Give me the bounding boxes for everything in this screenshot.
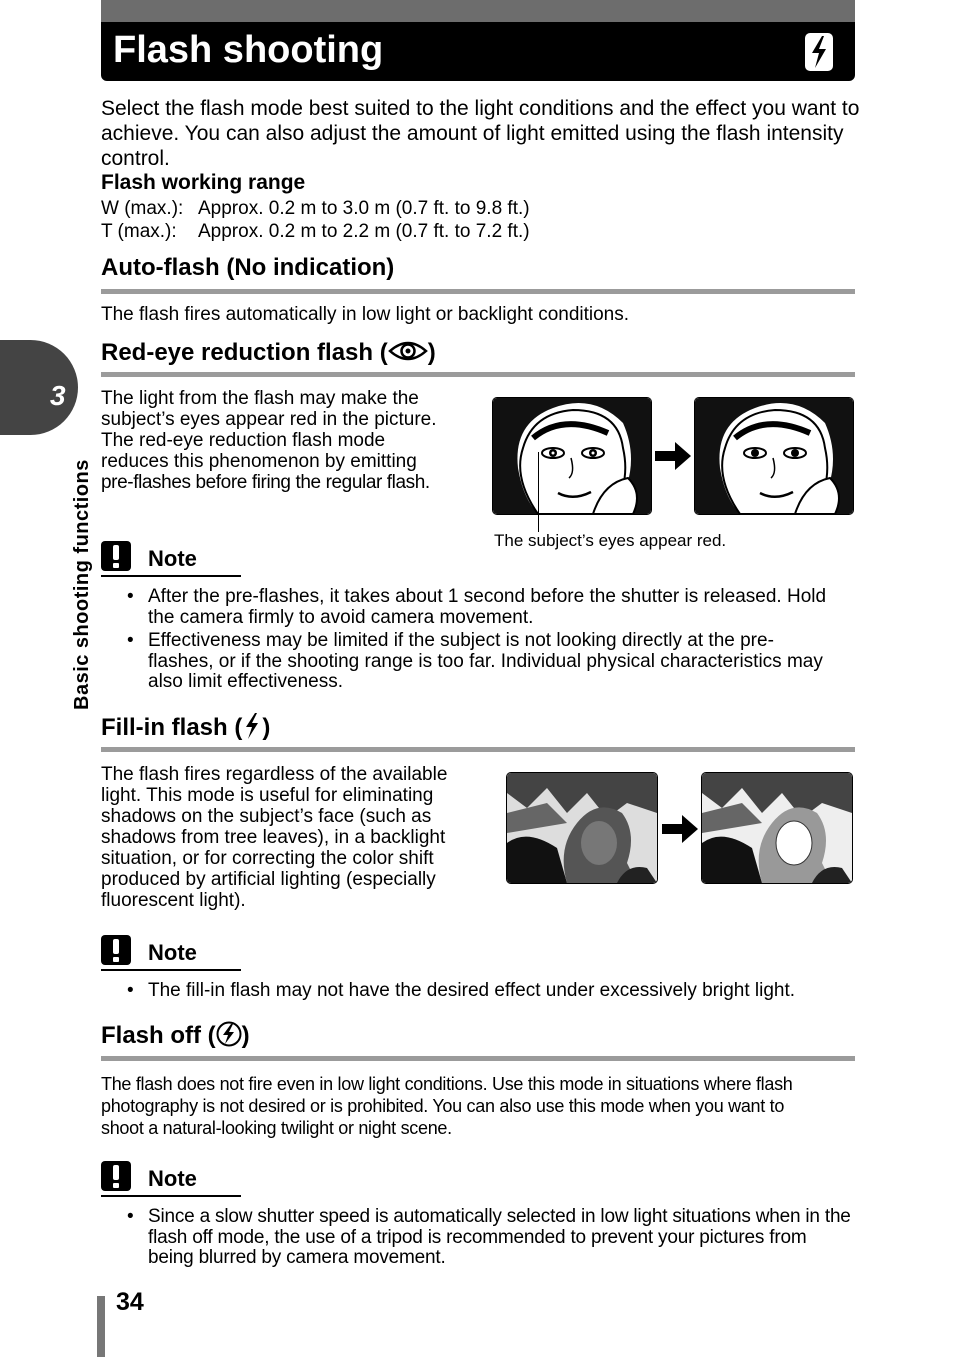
arrow-right-icon (662, 815, 698, 843)
fill-in-photo-after (701, 772, 853, 884)
bullet-dot: • (127, 980, 134, 1001)
page-title: Flash shooting (113, 29, 384, 71)
bullet-text: Since a slow shutter speed is automatically selected in low light situations when in the flash off mode, the use of a tripod is recommended to prevent your pictures from being blurred by camera movement. (148, 1206, 851, 1268)
text-line: reduces this phenomenon by emitting (101, 451, 417, 472)
range-label: T (max.): (101, 221, 177, 242)
bullet-text: After the pre-flashes, it takes about 1 second before the shutter is released. Hold the camera firmly to avoid camera movement. (148, 586, 827, 628)
note-label: Note (148, 546, 197, 571)
section-rule (101, 1056, 855, 1061)
text-line: The flash does not fire even in low light conditions. Use this mode in situations where flash (101, 1074, 793, 1094)
section-rule (101, 372, 855, 377)
heading-text: Red-eye reduction flash ( (101, 339, 388, 366)
red-eye-text (101, 388, 481, 493)
red-eye-heading (101, 338, 436, 367)
red-eye-caption: The subject’s eyes appear red. (494, 531, 727, 550)
text-line: shadows from tree leaves), in a backlight (101, 827, 446, 848)
chapter-label: Basic shooting functions (71, 459, 93, 710)
text-line: fluorescent light). (101, 890, 246, 911)
note-label: Note (148, 1166, 197, 1191)
red-eye-photo-before (492, 397, 652, 515)
text-line: produced by artificial lighting (especially (101, 869, 436, 890)
text-line: The flash fires regardless of the available (101, 764, 448, 785)
fill-in-photo-before (506, 772, 658, 884)
title-bar (101, 0, 855, 81)
note-underline (101, 575, 241, 577)
intro-paragraph: Select the flash mode best suited to the light conditions and the effect you want to achieve. You can also adjust the amount of light emitted using the flash intensity control. (101, 97, 860, 170)
heading-text: Fill-in flash ( (101, 714, 243, 741)
text-line: shadows on the subject’s face (such as (101, 806, 432, 827)
flash-range-row-w (101, 197, 530, 220)
note-bullet (127, 981, 857, 1002)
auto-flash-heading: Auto-flash (No indication) (101, 254, 395, 281)
section-rule (101, 289, 855, 294)
flash-range-heading: Flash working range (101, 171, 306, 194)
fill-in-heading (101, 712, 270, 742)
flash-range-row-t (101, 220, 530, 243)
red-eye-photo-after (694, 397, 854, 515)
arrow-right-icon (655, 442, 691, 470)
chapter-tab (0, 340, 78, 435)
flash-off-heading (101, 1021, 250, 1050)
note-icon (101, 541, 131, 571)
bullet-text: Effectiveness may be limited if the subject is not looking directly at the pre-flashes, or if the shooting range is too far. Individual physical characteristics may also limit effectiveness. (148, 630, 823, 692)
text-line: The red-eye reduction flash mode (101, 430, 386, 451)
note-bullet (127, 587, 857, 628)
text-line: The light from the flash may make the (101, 388, 419, 409)
bullet-dot: • (127, 586, 134, 607)
note-bullet (127, 631, 837, 693)
page-number-bar (97, 1296, 105, 1357)
heading-text: Flash off ( (101, 1022, 216, 1049)
range-value: Approx. 0.2 m to 2.2 m (0.7 ft. to 7.2 ft.) (198, 221, 530, 242)
note-label: Note (148, 940, 197, 965)
page-number: 34 (116, 1288, 144, 1316)
text-line: pre-flashes before firing the regular flash. (101, 472, 430, 493)
bullet-text: The fill-in flash may not have the desired effect under excessively bright light. (148, 980, 796, 1001)
text-line: subject’s eyes appear red in the picture. (101, 409, 437, 430)
bullet-dot: • (127, 630, 134, 651)
note-underline (101, 969, 241, 971)
text-line: shoot a natural-looking twilight or night scene. (101, 1118, 452, 1138)
note-icon (101, 1161, 131, 1191)
text-line: situation, or for correcting the color shift (101, 848, 434, 869)
flash-off-icon (216, 1021, 242, 1047)
range-value: Approx. 0.2 m to 3.0 m (0.7 ft. to 9.8 ft.) (198, 198, 530, 219)
section-rule (101, 747, 855, 752)
bullet-dot: • (127, 1206, 134, 1227)
auto-flash-text: The flash fires automatically in low light or backlight conditions. (101, 304, 630, 325)
caption-leader-line (538, 452, 539, 532)
heading-text: ) (427, 339, 436, 366)
heading-text: ) (241, 1022, 250, 1049)
note-underline (101, 1195, 241, 1197)
flash-icon (242, 712, 262, 740)
note-icon (101, 935, 131, 965)
heading-text: ) (262, 714, 271, 741)
chapter-number: 3 (50, 380, 66, 411)
flash-icon (804, 32, 834, 72)
title-bar-top-strip (101, 0, 855, 22)
note-bullet (127, 1207, 855, 1269)
text-line: photography is not desired or is prohibited. You can also use this mode when you want to (101, 1096, 785, 1116)
range-label: W (max.): (101, 198, 184, 219)
text-line: light. This mode is useful for eliminating (101, 785, 434, 806)
title-bar-main (101, 22, 855, 81)
flash-off-text (101, 1073, 861, 1139)
red-eye-icon (388, 338, 428, 364)
fill-in-text (101, 764, 491, 911)
